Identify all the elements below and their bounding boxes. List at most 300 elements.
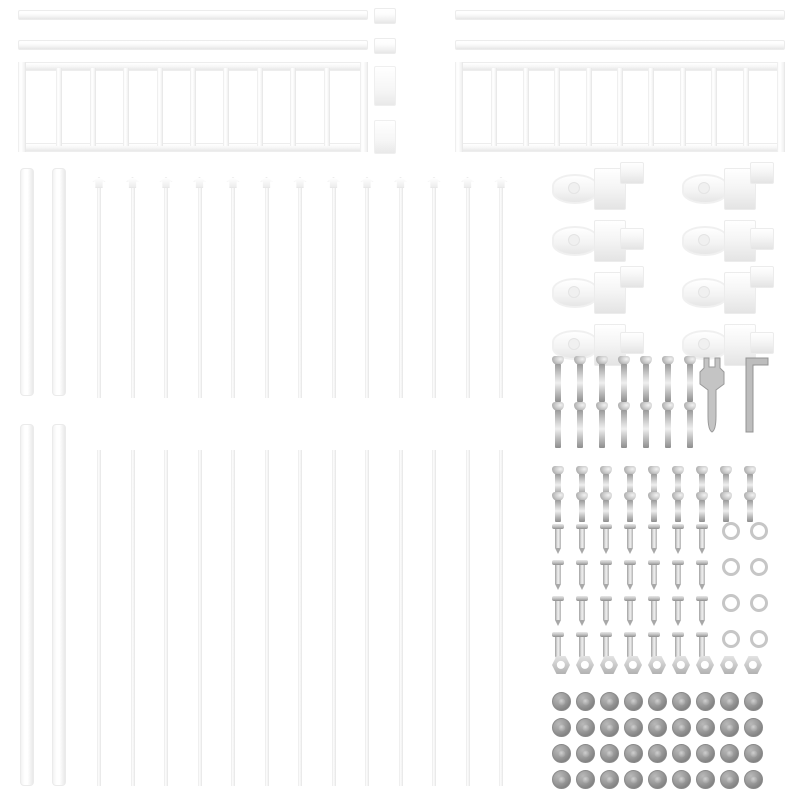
self-tapping-screw [648,560,660,590]
protective-cap [744,744,763,763]
protective-cap [744,770,763,789]
bracket-mounting-tab [750,266,774,288]
screw-tip [699,620,705,626]
finial-rod [97,186,101,398]
cap-center [558,750,565,757]
panel-picket [586,68,592,146]
cap-center [654,724,661,731]
screw-tip [699,584,705,590]
post-bracket [552,270,664,316]
panel-picket [190,68,196,146]
cap-center [750,776,757,783]
self-tapping-screw [576,596,588,626]
long-bolt [574,402,586,448]
allen-key-icon [744,356,770,434]
self-tapping-screw [624,524,636,554]
plain-rod [198,450,202,786]
protective-cap [624,718,643,737]
rod-finial-cap [260,177,273,188]
allen-key [744,356,770,434]
short-bolt [672,492,684,522]
self-tapping-screw [648,596,660,626]
bolt-shaft [651,500,657,522]
cap-center [582,698,589,705]
panel-picket [257,68,263,146]
screw-shaft [555,601,561,620]
screw-shaft [555,637,561,656]
plain-rod [164,450,168,786]
bracket-screw-hole [698,338,710,350]
bracket-mounting-tab [620,266,644,288]
cap-center [750,750,757,757]
bolt-shaft [599,410,605,448]
bolt-shaft [699,500,705,522]
bolt-shaft [555,364,561,402]
self-tapping-screw [624,596,636,626]
flat-washer [722,558,740,576]
protective-cap [552,744,571,763]
self-tapping-screw [600,524,612,554]
cap-center [702,698,709,705]
bolt-shaft [627,500,633,522]
cap-center [654,698,661,705]
self-tapping-screw [672,524,684,554]
bracket-mounting-tab [750,332,774,354]
bolt-shaft [577,410,583,448]
screw-shaft [699,529,705,548]
top-rail [455,40,785,50]
screw-tip [651,584,657,590]
plain-rod [399,450,403,786]
top-rail [18,10,368,20]
screw-shaft [651,529,657,548]
bolt-shaft [723,500,729,522]
rod-finial-cap [327,177,340,188]
self-tapping-screw [552,560,564,590]
bracket-mounting-tab [620,228,644,250]
post-bracket [682,218,794,264]
cap-center [702,776,709,783]
plain-rod [265,450,269,786]
plain-rod [466,450,470,786]
finial-rod [332,186,336,398]
bracket-screw-hole [698,286,710,298]
panel-picket [648,68,654,146]
long-bolt [552,356,564,402]
cap-center [702,724,709,731]
self-tapping-screw [624,560,636,590]
screw-shaft [675,565,681,584]
cap-center [630,750,637,757]
protective-cap [576,770,595,789]
panel-picket [711,68,717,146]
cap-center [582,776,589,783]
post-bracket [552,218,664,264]
cap-center [750,698,757,705]
cap-center [702,750,709,757]
hex-nut-hole [677,661,685,669]
panel-picket [90,68,96,146]
screw-shaft [603,565,609,584]
protective-cap [744,692,763,711]
protective-cap [624,770,643,789]
plain-rod [298,450,302,786]
panel-picket [157,68,163,146]
hex-nut-hole [581,661,589,669]
protective-cap [672,744,691,763]
long-bolt [574,356,586,402]
bracket-mounting-tab [750,162,774,184]
short-bolt [600,492,612,522]
rod-finial-cap [361,177,374,188]
long-bolt [640,356,652,402]
self-tapping-screw [600,596,612,626]
self-tapping-screw [576,524,588,554]
cap-center [654,750,661,757]
cap-center [606,724,613,731]
screw-shaft [579,601,585,620]
post-bracket [682,270,794,316]
screw-tip [627,584,633,590]
screw-shaft [627,637,633,656]
wrench-icon [698,356,726,434]
finial-rod [265,186,269,398]
bolt-shaft [621,364,627,402]
protective-cap [696,770,715,789]
screw-shaft [627,601,633,620]
long-bolt [618,356,630,402]
top-rail [455,10,785,20]
bracket-screw-hole [568,234,580,246]
panel-picket [123,68,129,146]
protective-cap [720,718,739,737]
protective-cap [552,770,571,789]
screw-shaft [627,529,633,548]
bolt-shaft [555,410,561,448]
screw-tip [651,548,657,554]
hex-nut [720,656,738,674]
screw-shaft [627,565,633,584]
panel-end-picket [455,62,463,152]
cap-center [726,698,733,705]
flat-washer [750,594,768,612]
bolt-shaft [687,364,693,402]
screw-shaft [579,529,585,548]
rod-finial-cap [495,177,508,188]
protective-cap [648,770,667,789]
cap-center [606,750,613,757]
bolt-shaft [603,500,609,522]
upper-post [20,168,34,396]
protective-cap [576,744,595,763]
top-rail [374,38,396,54]
spanner-wrench [698,356,726,434]
plain-rod [432,450,436,786]
rod-finial-cap [93,177,106,188]
post-bracket [682,166,794,212]
long-bolt [662,402,674,448]
panel-picket [56,68,62,146]
cap-center [558,724,565,731]
panel-end-picket [777,62,785,152]
panel-connector-bar [374,120,396,154]
bracket-screw-hole [568,286,580,298]
self-tapping-screw [648,524,660,554]
finial-rod [399,186,403,398]
panel-picket [554,68,560,146]
screw-shaft [603,529,609,548]
bolt-shaft [643,364,649,402]
flat-washer [722,630,740,648]
self-tapping-screw [696,524,708,554]
top-rail [18,40,368,50]
screw-shaft [699,601,705,620]
rod-finial-cap [294,177,307,188]
long-bolt [596,356,608,402]
screw-tip [579,620,585,626]
panel-picket [680,68,686,146]
finial-rod [365,186,369,398]
finial-rod [298,186,302,398]
short-bolt [576,492,588,522]
screw-tip [699,548,705,554]
cap-center [726,750,733,757]
screw-shaft [603,601,609,620]
finial-rod [164,186,168,398]
cap-center [558,698,565,705]
bolt-shaft [577,364,583,402]
hex-nut-hole [701,661,709,669]
screw-shaft [555,565,561,584]
protective-cap [696,692,715,711]
cap-center [630,698,637,705]
short-bolt [552,492,564,522]
panel-picket [223,68,229,146]
long-bolt [596,402,608,448]
protective-cap [552,718,571,737]
bolt-shaft [621,410,627,448]
bolt-shaft [687,410,693,448]
screw-tip [603,548,609,554]
hex-nut-hole [725,661,733,669]
screw-shaft [651,601,657,620]
finial-rod [231,186,235,398]
protective-cap [648,744,667,763]
lower-post [52,424,66,786]
panel-picket [491,68,497,146]
cap-center [582,724,589,731]
protective-cap [672,770,691,789]
bolt-shaft [599,364,605,402]
short-bolt [624,492,636,522]
rod-finial-cap [394,177,407,188]
screw-tip [555,584,561,590]
cap-center [606,776,613,783]
cap-center [678,776,685,783]
screw-shaft [675,529,681,548]
lower-post [20,424,34,786]
short-bolt [648,492,660,522]
screw-tip [675,584,681,590]
cap-center [726,776,733,783]
screw-tip [627,620,633,626]
plain-rod [231,450,235,786]
hex-nut-hole [629,661,637,669]
screw-shaft [699,637,705,656]
protective-cap [696,718,715,737]
panel-end-picket [18,62,26,152]
post-bracket [552,166,664,212]
panel-picket [523,68,529,146]
rod-finial-cap [160,177,173,188]
screw-tip [579,584,585,590]
long-bolt [662,356,674,402]
protective-cap [576,692,595,711]
plain-rod [365,450,369,786]
protective-cap [624,692,643,711]
self-tapping-screw [552,596,564,626]
rod-finial-cap [461,177,474,188]
protective-cap [648,718,667,737]
rod-finial-cap [126,177,139,188]
self-tapping-screw [576,560,588,590]
bolt-shaft [643,410,649,448]
long-bolt [640,402,652,448]
cap-center [726,724,733,731]
protective-cap [744,718,763,737]
bracket-screw-hole [698,182,710,194]
self-tapping-screw [672,596,684,626]
long-bolt [552,402,564,448]
protective-cap [600,770,619,789]
bracket-screw-hole [568,338,580,350]
hex-nut-hole [653,661,661,669]
top-rail [374,8,396,24]
protective-cap [672,718,691,737]
self-tapping-screw [552,524,564,554]
bolt-shaft [675,500,681,522]
finial-rod [432,186,436,398]
protective-cap [624,744,643,763]
plain-rod [131,450,135,786]
cap-center [654,776,661,783]
protective-cap [648,692,667,711]
bolt-shaft [555,500,561,522]
protective-cap [600,744,619,763]
bracket-screw-hole [698,234,710,246]
hex-nut-hole [605,661,613,669]
hex-nut-hole [557,661,565,669]
screw-tip [627,548,633,554]
screw-shaft [675,637,681,656]
hex-nut [744,656,762,674]
screw-tip [675,620,681,626]
screw-tip [651,620,657,626]
self-tapping-screw [672,560,684,590]
bolt-shaft [579,500,585,522]
finial-rod [499,186,503,398]
screw-tip [579,548,585,554]
cap-center [750,724,757,731]
cap-center [630,776,637,783]
panel-end-picket [360,62,368,152]
bolt-shaft [665,410,671,448]
screw-shaft [555,529,561,548]
long-bolt [618,402,630,448]
protective-cap [576,718,595,737]
bracket-mounting-tab [620,162,644,184]
flat-washer [750,522,768,540]
finial-rod [131,186,135,398]
screw-tip [555,620,561,626]
cap-center [606,698,613,705]
bracket-mounting-tab [750,228,774,250]
bolt-shaft [747,500,753,522]
hex-nut-hole [749,661,757,669]
self-tapping-screw [696,596,708,626]
screw-tip [555,548,561,554]
screw-shaft [675,601,681,620]
protective-cap [600,718,619,737]
protective-cap [720,692,739,711]
flat-washer [750,630,768,648]
panel-picket [743,68,749,146]
panel-picket [617,68,623,146]
plain-rod [332,450,336,786]
protective-cap [672,692,691,711]
screw-tip [603,584,609,590]
self-tapping-screw [696,560,708,590]
protective-cap [696,744,715,763]
long-bolt [684,356,696,402]
bolt-shaft [665,364,671,402]
bracket-screw-hole [568,182,580,194]
panel-picket [290,68,296,146]
long-bolt [684,402,696,448]
finial-rod [198,186,202,398]
self-tapping-screw [600,560,612,590]
screw-tip [675,548,681,554]
finial-rod [466,186,470,398]
protective-cap [720,770,739,789]
rod-finial-cap [193,177,206,188]
short-bolt [720,492,732,522]
flat-washer [750,558,768,576]
short-bolt [744,492,756,522]
protective-cap [720,744,739,763]
cap-center [678,698,685,705]
screw-shaft [651,637,657,656]
panel-connector-bar [374,66,396,106]
protective-cap [600,692,619,711]
plain-rod [499,450,503,786]
short-bolt [696,492,708,522]
plain-rod [97,450,101,786]
upper-post [52,168,66,396]
cap-center [678,750,685,757]
panel-picket [324,68,330,146]
screw-shaft [651,565,657,584]
flat-washer [722,594,740,612]
screw-shaft [579,565,585,584]
cap-center [630,724,637,731]
flat-washer [722,522,740,540]
screw-shaft [699,565,705,584]
cap-center [678,724,685,731]
rod-finial-cap [428,177,441,188]
rod-finial-cap [227,177,240,188]
screw-tip [603,620,609,626]
